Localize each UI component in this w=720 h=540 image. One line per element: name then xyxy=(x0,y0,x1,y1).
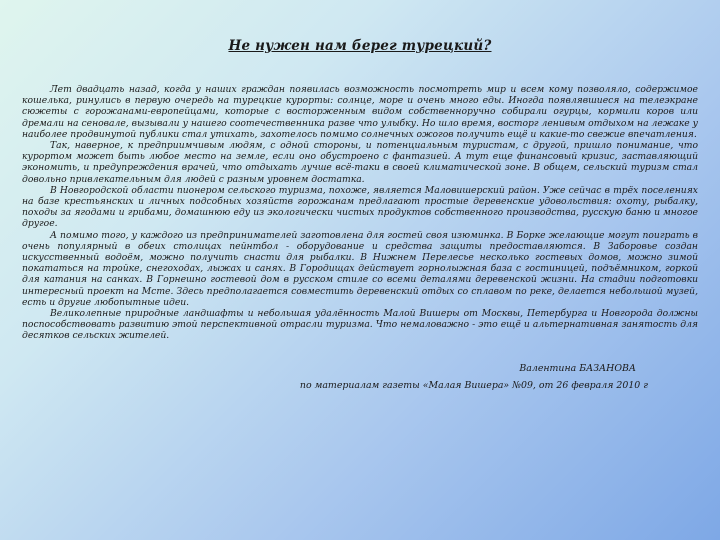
source-citation: по материалам газеты «Малая Вишера» №09, от 26 февраля 2010 г xyxy=(299,379,648,391)
paragraph-4: А помимо того, у каждого из предпринимателей заготовлена для гостей своя изюминка. В Борке желающие могут поиграть в очень популярный в обеих столицах пейнтбол - оборудование и средства защиты предоставляются. В Заборовье создан искусственный водоём, можно получить снасти для рыбалки. В Нижнем Перелесье несколько гостевых домов, можно зимой покататься на тройке, снегоходах, лыжах и санях. В Городищах действует горнолыжная база с гостиницей, подъёмником, горкой для катания на санках. В Горнешно гостевой дом в русском стиле со всеми деталями деревенской жизни. На стадии подготовки интересный проект на Мсте. Здесь предполагается совместить деревенский отдых со сплавом по реке, делается небольшой музей, есть и другие любопытные идеи. xyxy=(22,229,698,308)
paragraph-5: Великолепные природные ландшафты и небольшая удалённость Малой Вишеры от Москвы, Петербурга и Новгорода должны поспособствовать развитию этой перспективной отрасли туризма. Что немаловажно - это ещё и альтернативная занятость для десятков сельских жителей. xyxy=(22,308,698,342)
paragraph-2: Так, наверное, к предприимчивым людям, с одной стороны, и потенциальным туристам, с другой, пришло понимание, что курортом может быть любое место на земле, если оно обустроено с фантазией. А тут еще финансовый кризис, заставляющий экономить, и предупреждения врачей, что отдыхать лучше всё-таки в своей климатической зоне. В общем, сельский туризм стал довольно привлекательным для людей с разным уровнем достатка. xyxy=(22,140,698,185)
paragraph-3: В Новгородской области пионером сельского туризма, похоже, является Маловишерский район. Уже сейчас в трёх поселениях на базе крестьянских и личных подсобных хозяйств горожанам предлагают простые деревенские удовольствия: охоту, рыбалку, походы за ягодами и грибами, домашнюю еду из экологически чистых продуктов собственного производства, русскую баню и многое другое. xyxy=(22,184,698,230)
article-body xyxy=(22,84,698,342)
article-title: Не нужен нам берег турецкий? xyxy=(228,38,492,54)
paragraph-1: Лет двадцать назад, когда у наших граждан появилась возможность посмотреть мир и всем кому позволяло, содержимое кошелька, ринулись в первую очередь на турецкие курорты: солнце, море и очень много еды. Иногда появлявшиеся на телеэкране сюжеты с горожанами-европейцами, которые с восторженным видом собственноручно собирали огурцы, кормили коров или дремали на сеновале, вызывали у нашего соотечественника разве что улыбку. Но шло время, восторг ленивым отдыхом на лежаке у наиболее продвинутой публики стал утихать, захотелось помимо солнечных ожогов получить ещё и какие-то свежие впечатления. xyxy=(22,84,698,140)
author-name: Валентина БАЗАНОВА xyxy=(519,362,636,374)
signature-block xyxy=(22,360,698,394)
